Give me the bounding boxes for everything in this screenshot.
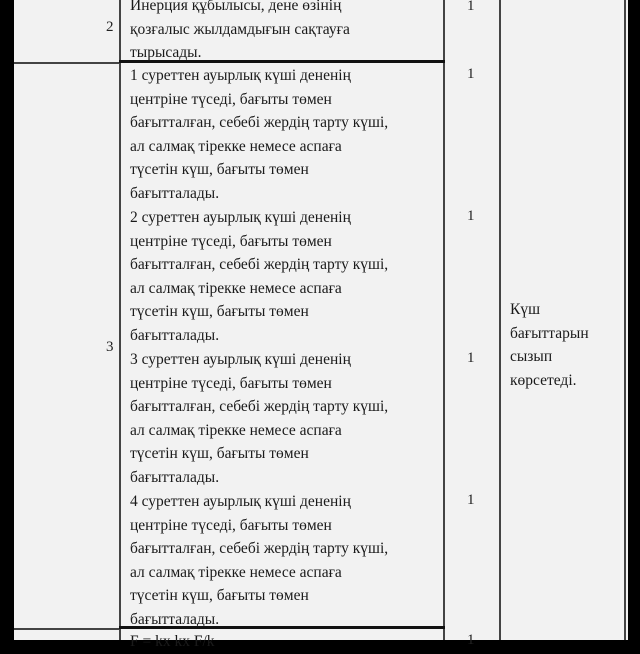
answer-line: 4 суреттен ауырлық күші дененің bbox=[130, 493, 351, 510]
answer-line: бағытталады. bbox=[130, 326, 220, 344]
row-separator bbox=[14, 62, 119, 64]
answer-line: 1 суреттен ауырлық күші дененің bbox=[130, 67, 351, 84]
criterion-cell bbox=[510, 298, 620, 392]
answer-line: бағытталған, себебі жердің тарту күші, bbox=[130, 256, 389, 274]
answer-line: ал салмақ тірекке немесе аспаға bbox=[130, 137, 342, 155]
answer-line: центріне түседі, бағыты төмен bbox=[130, 516, 332, 534]
answer-line: түсетін күш, бағыты төмен bbox=[130, 161, 309, 179]
row-number: 3 bbox=[106, 339, 114, 355]
answer-block-3 bbox=[130, 348, 450, 490]
criterion-line: сызып bbox=[510, 348, 553, 366]
answer-block-2 bbox=[130, 206, 450, 348]
answer-line: ал салмақ тірекке немесе аспаға bbox=[130, 563, 342, 581]
answer-line: түсетін күш, бағыты төмен bbox=[130, 303, 309, 321]
answer-line: бағытталған, себебі жердің тарту күші, bbox=[130, 398, 389, 416]
answer-line: центріне түседі, бағыты төмен bbox=[130, 374, 332, 392]
answer-line: ал салмақ тірекке немесе аспаға bbox=[130, 421, 342, 439]
answer-line: бағытталған, себебі жердің тарту күші, bbox=[130, 114, 389, 132]
score-cell: 1 bbox=[467, 492, 475, 508]
answer-line: бағытталады. bbox=[130, 468, 220, 486]
criterion-line: көрсетеді. bbox=[510, 371, 577, 389]
score-cell: 1 bbox=[467, 66, 475, 82]
answer-line: F = kx kx F/k bbox=[130, 633, 215, 650]
score-cell: 1 bbox=[467, 350, 475, 366]
score-cell: 1 bbox=[467, 632, 475, 648]
answer-line: қозғалыс жылдамдығын сақтауға bbox=[130, 20, 350, 38]
answer-line: бағытталады. bbox=[130, 610, 220, 628]
answer-line: ал салмақ тірекке немесе аспаға bbox=[130, 279, 342, 297]
answer-line: 3 суреттен ауырлық күші дененің bbox=[130, 351, 351, 368]
column-border bbox=[624, 0, 626, 640]
answer-line: тырысады. bbox=[130, 44, 202, 62]
score-cell: 1 bbox=[467, 0, 475, 14]
criterion-line: бағыттарын bbox=[510, 324, 589, 342]
row-separator bbox=[14, 628, 119, 630]
answer-line: центріне түседі, бағыты төмен bbox=[130, 232, 332, 250]
answer-block-4 bbox=[130, 490, 450, 632]
column-border bbox=[499, 0, 501, 640]
answer-block-1 bbox=[130, 64, 450, 206]
answer-line: центріне түседі, бағыты төмен bbox=[130, 90, 332, 108]
answer-line: 2 суреттен ауырлық күші дененің bbox=[130, 209, 351, 226]
answer-line: бағытталған, себебі жердің тарту күші, bbox=[130, 540, 389, 558]
column-border bbox=[119, 0, 121, 640]
answer-cell-partial bbox=[130, 630, 450, 654]
answer-cell bbox=[130, 0, 450, 65]
row-number: 2 bbox=[106, 19, 114, 35]
answer-line: түсетін күш, бағыты төмен bbox=[130, 587, 309, 605]
answer-line: бағытталады. bbox=[130, 184, 220, 202]
answer-line: түсетін күш, бағыты төмен bbox=[130, 445, 309, 463]
criterion-line: Күш bbox=[510, 301, 541, 318]
document-page bbox=[14, 0, 628, 650]
score-cell: 1 bbox=[467, 208, 475, 224]
answer-line: Инерция құбылысы, дене өзінің bbox=[130, 0, 342, 14]
